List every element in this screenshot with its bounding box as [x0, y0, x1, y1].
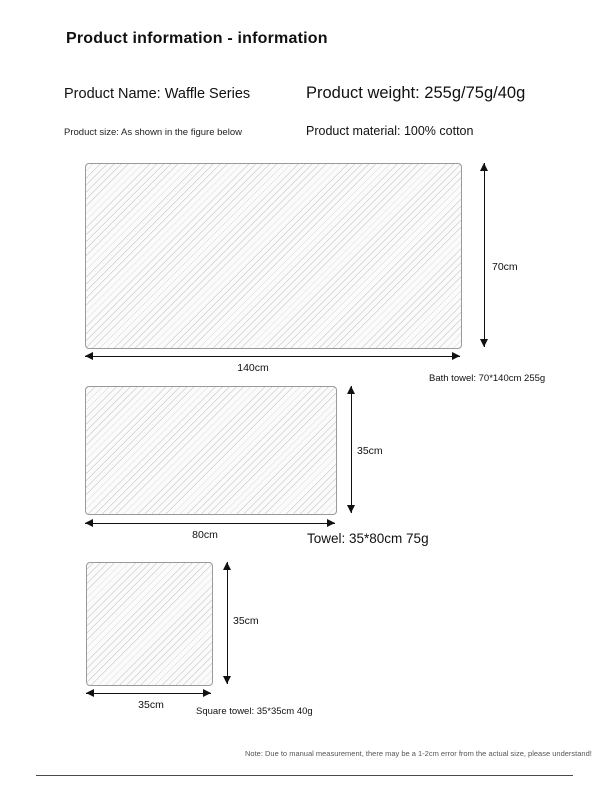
square-towel-height-label: 35cm	[233, 615, 259, 627]
square-towel-height-arrow	[223, 562, 232, 684]
square-towel-width-label: 35cm	[138, 699, 164, 711]
square-towel-shape	[86, 562, 213, 686]
page-title: Product information - information	[66, 30, 328, 47]
measurement-note: Note: Due to manual measurement, there may be a 1-2cm error from the actual size, please understand!	[245, 749, 592, 758]
towel-height-arrow	[347, 386, 356, 513]
bath-towel-width-label: 140cm	[237, 362, 269, 374]
bath-towel-width-arrow	[85, 352, 460, 361]
product-weight-text: Product weight: 255g/75g/40g	[306, 84, 526, 102]
bath-towel-height-label: 70cm	[492, 261, 518, 273]
product-material-text: Product material: 100% cotton	[306, 124, 474, 138]
towel-shape	[85, 386, 337, 515]
towel-width-label: 80cm	[192, 529, 218, 541]
towel-height-label: 35cm	[357, 445, 383, 457]
square-towel-width-arrow	[86, 689, 211, 698]
product-size-text: Product size: As shown in the figure below	[64, 127, 242, 138]
towel-caption: Towel: 35*80cm 75g	[307, 531, 429, 546]
bath-towel-shape	[85, 163, 462, 349]
bath-towel-height-arrow	[480, 163, 489, 347]
product-name-text: Product Name: Waffle Series	[64, 86, 251, 102]
bath-towel-caption: Bath towel: 70*140cm 255g	[429, 373, 546, 384]
bottom-divider	[36, 775, 573, 776]
towel-width-arrow	[85, 519, 335, 528]
square-towel-caption: Square towel: 35*35cm 40g	[196, 706, 313, 717]
